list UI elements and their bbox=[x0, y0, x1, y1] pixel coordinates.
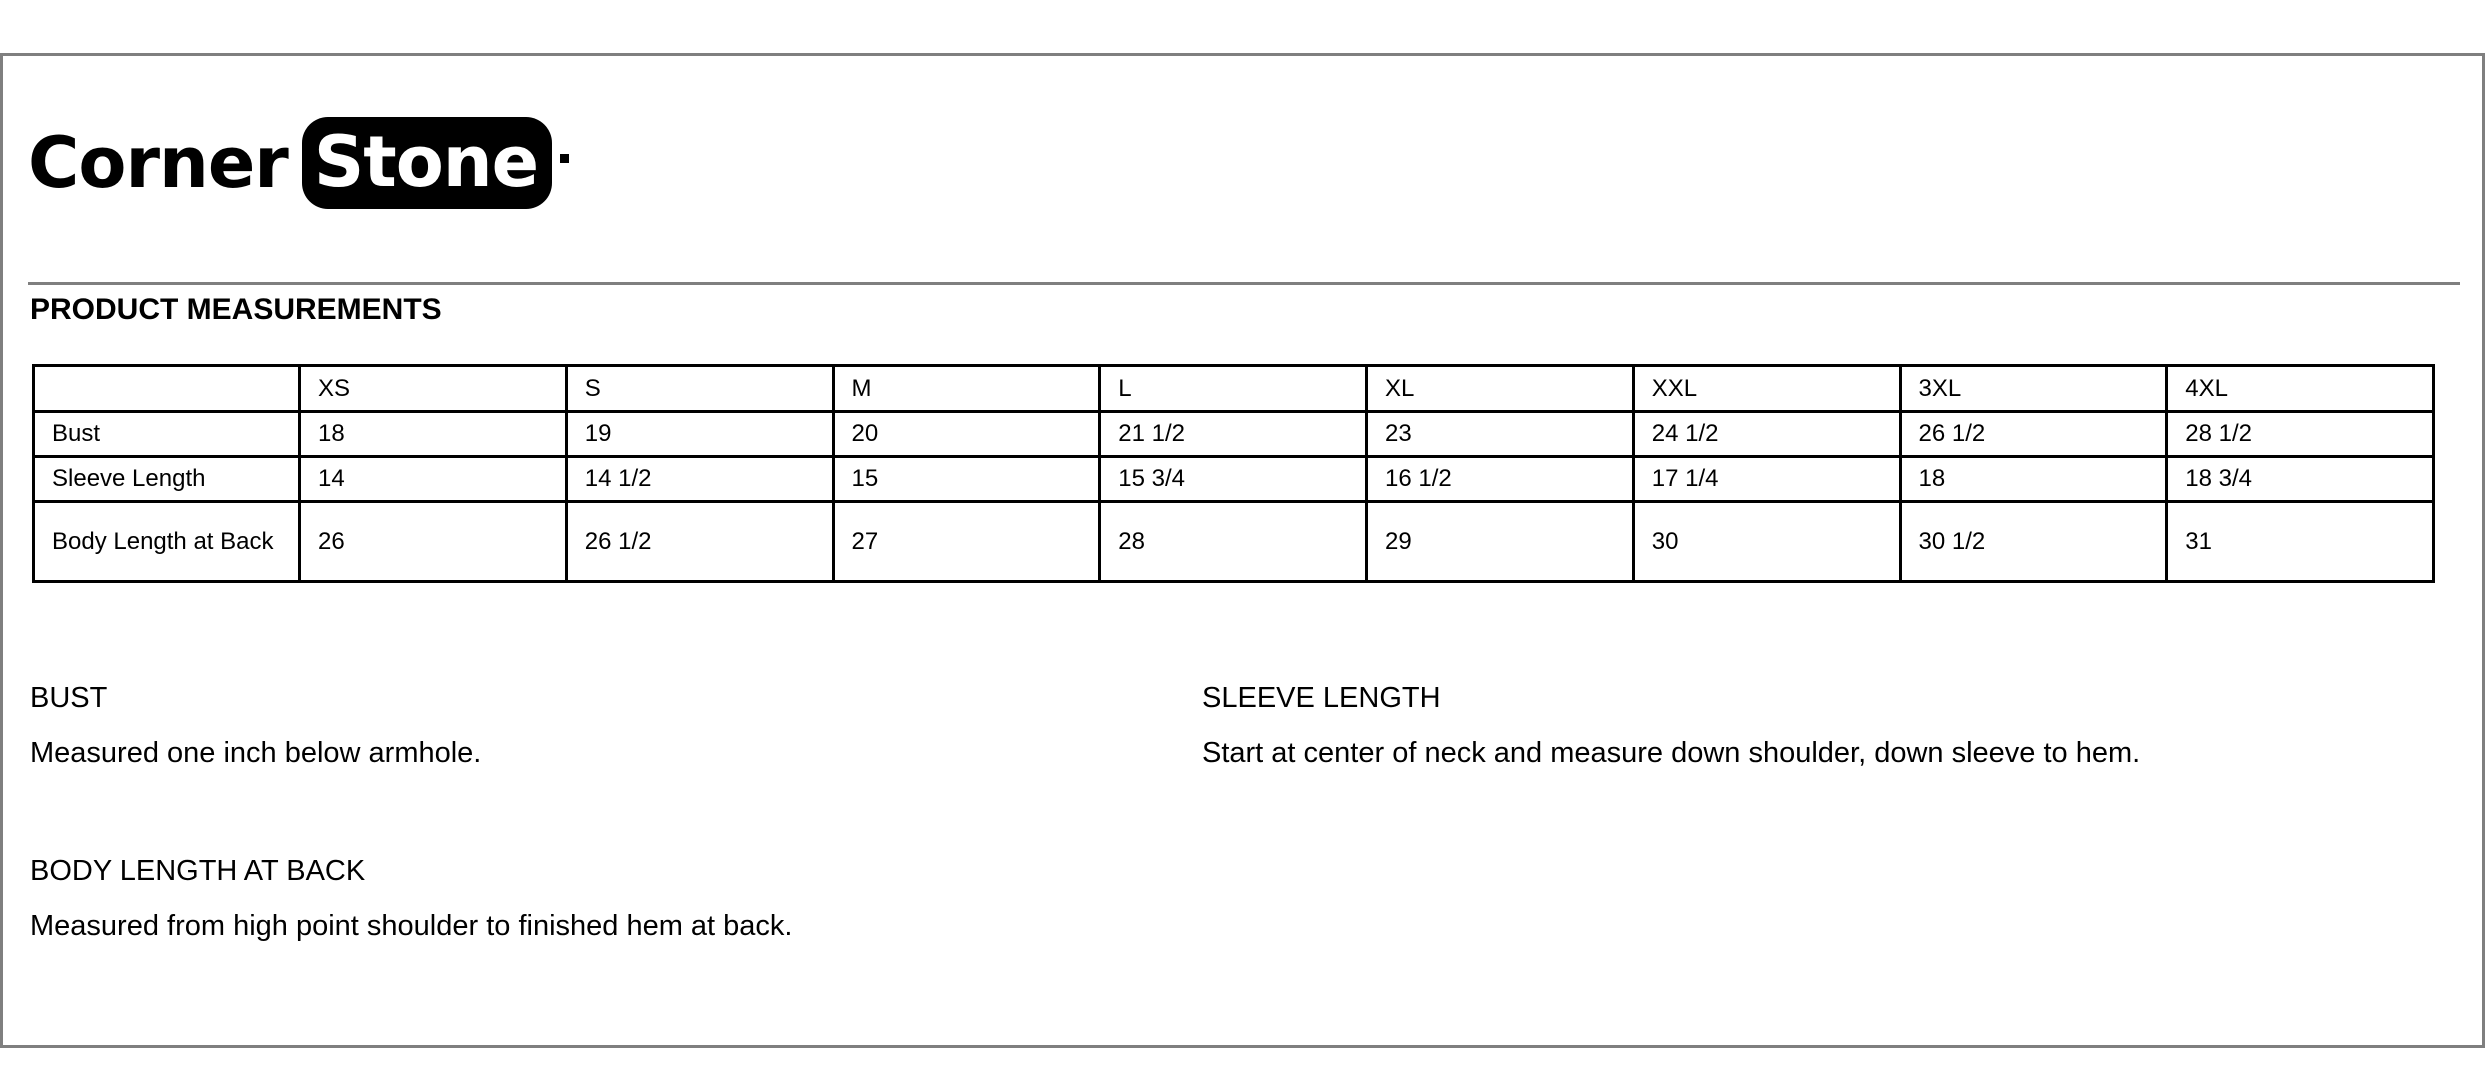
table-cell: 16 1/2 bbox=[1367, 457, 1634, 502]
body-length-definition bbox=[30, 855, 792, 943]
size-header-l: L bbox=[1100, 366, 1367, 412]
definition-text: Start at center of neck and measure down shoulder, down sleeve to hem. bbox=[1202, 737, 2141, 769]
table-cell: 26 bbox=[300, 502, 567, 582]
table-cell: 15 3/4 bbox=[1100, 457, 1367, 502]
size-header-xl: XL bbox=[1367, 366, 1634, 412]
logo-dot bbox=[560, 154, 569, 163]
table-cell: 30 1/2 bbox=[1900, 502, 2167, 582]
table-cell: 24 1/2 bbox=[1633, 412, 1900, 457]
table-cell: 20 bbox=[833, 412, 1100, 457]
table-cell: 18 bbox=[1900, 457, 2167, 502]
size-header-m: M bbox=[833, 366, 1100, 412]
table-cell: 31 bbox=[2167, 502, 2434, 582]
header-divider bbox=[28, 282, 2460, 285]
definition-title: BUST bbox=[30, 682, 108, 714]
table-cell: 29 bbox=[1367, 502, 1634, 582]
table-row-body-length bbox=[34, 502, 2434, 582]
measurements-table bbox=[32, 364, 2435, 583]
table-cell: 14 1/2 bbox=[566, 457, 833, 502]
cornerstone-logo bbox=[28, 108, 569, 218]
size-header-s: S bbox=[566, 366, 833, 412]
row-label: Body Length at Back bbox=[34, 502, 300, 582]
definition-text: Measured from high point shoulder to finished hem at back. bbox=[30, 910, 793, 942]
table-cell: 28 bbox=[1100, 502, 1367, 582]
table-cell: 21 1/2 bbox=[1100, 412, 1367, 457]
table-cell: 18 3/4 bbox=[2167, 457, 2434, 502]
size-header-xs: XS bbox=[300, 366, 567, 412]
table-cell: 14 bbox=[300, 457, 567, 502]
logo-text-stone: Stone bbox=[302, 117, 552, 209]
table-row-sleeve-length bbox=[34, 457, 2434, 502]
table-cell: 17 1/4 bbox=[1633, 457, 1900, 502]
table-cell: 23 bbox=[1367, 412, 1634, 457]
definition-title: BODY LENGTH AT BACK bbox=[30, 855, 366, 887]
table-cell: 26 1/2 bbox=[1900, 412, 2167, 457]
table-cell: 30 bbox=[1633, 502, 1900, 582]
table-cell: 28 1/2 bbox=[2167, 412, 2434, 457]
section-title: PRODUCT MEASUREMENTS bbox=[30, 293, 442, 326]
table-corner-cell bbox=[34, 366, 300, 412]
size-header-3xl: 3XL bbox=[1900, 366, 2167, 412]
bust-definition bbox=[30, 682, 481, 770]
table-cell: 19 bbox=[566, 412, 833, 457]
table-row-bust bbox=[34, 412, 2434, 457]
table-cell: 15 bbox=[833, 457, 1100, 502]
sleeve-length-definition bbox=[1202, 682, 2140, 770]
definition-title: SLEEVE LENGTH bbox=[1202, 682, 1441, 714]
logo-text-corner: Corner bbox=[28, 122, 288, 204]
table-cell: 26 1/2 bbox=[566, 502, 833, 582]
size-header-xxl: XXL bbox=[1633, 366, 1900, 412]
size-header-4xl: 4XL bbox=[2167, 366, 2434, 412]
definition-text: Measured one inch below armhole. bbox=[30, 737, 482, 769]
table-cell: 18 bbox=[300, 412, 567, 457]
row-label: Bust bbox=[34, 412, 300, 457]
table-cell: 27 bbox=[833, 502, 1100, 582]
table-header-row bbox=[34, 366, 2434, 412]
row-label: Sleeve Length bbox=[34, 457, 300, 502]
